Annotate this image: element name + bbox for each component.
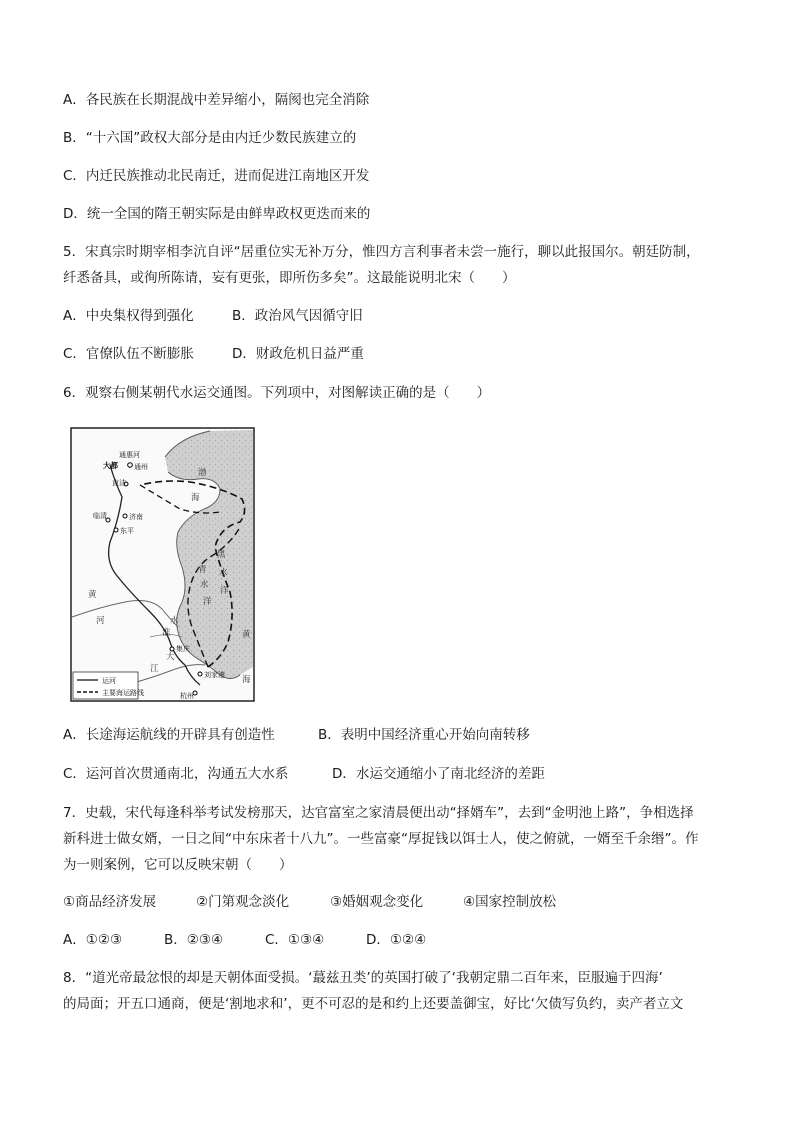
q5-stem-line1: 5．宋真宗时期宰相李沆自评“居重位实无补万分，惟四方言利事者未尝一施行，聊以此报国尔。朝廷防制， [63,244,700,260]
label-jiang: 江 [150,664,159,674]
q7-stem-line2: 新科进士做女婿，一日之间“中东床者十八九”。一些富豪“厚捉钱以饵士人，使之俯就，一婿至千余缗”。作 [63,831,699,847]
q7-stem-line1: 7．史载，宋代每逢科举考试发榜那天，达官富室之家清晨便出动“择婿车”，去到“金明池上路”，争相选择 [63,805,694,821]
q6-option-c: C．运河首次贯通南北，沟通五大水系 [63,766,289,782]
q6-option-b: B．表明中国经济重心开始向南转移 [318,727,530,743]
label-tonghui: 通惠河 [119,451,140,459]
label-hangzhou: 杭州 [180,692,194,700]
q7-item-2: ②门第观念淡化 [196,894,290,910]
label-huang1: 黄 [88,590,97,600]
q7-option-c: C．①③④ [265,932,325,948]
label-huang2: 河 [96,616,105,626]
q7-option-d: D．①②④ [366,932,427,948]
label-hei-yang: 洋 [220,586,229,596]
legend-canal-label: 运河 [102,677,116,685]
label-zhigu: 直沽 [112,479,126,487]
label-bohai-hai: 海 [191,493,200,503]
label-tongzhou: 通州 [134,463,148,471]
jinan-marker [123,514,127,518]
label-bo: 渤 [198,468,207,478]
q5-stem-line2: 纤悉备具，或徇所陈请，妄有更张，即所伤多矣”。这最能说明北宋（ ） [63,270,516,286]
canal-sea-route-map [70,427,255,702]
label-da: 大 [166,652,175,662]
q7-item-3: ③婚姻观念变化 [330,894,424,910]
q7-option-b: B．②③④ [164,932,224,948]
label-hei: 黑 [217,550,226,560]
label-qing-shui: 水 [200,580,209,590]
q5-option-c: C．官僚队伍不断膨胀 [63,346,194,362]
legend-sea-label: 主要海运路线 [102,689,144,697]
q8-stem-line1: 8．“道光帝最忿恨的却是天朝体面受损。‘蕞兹丑类’的英国打破了‘我朝定鼎二百年来，臣服遍于四海’ [63,970,663,986]
label-liujiagang: 刘家港 [204,671,225,679]
q4-option-d: D．统一全国的隋王朝实际是由鲜卑政权更迭而来的 [63,206,371,222]
liujiagang-marker [198,672,202,676]
label-qing-yang: 洋 [203,597,212,607]
dongping-marker [114,528,118,532]
q5-option-d: D．财政危机日益严重 [232,346,364,362]
q6-option-a: A．长途海运航线的开辟具有创造性 [63,727,275,743]
q7-option-a: A．①②③ [63,932,123,948]
label-dadu: 大都 [103,461,118,470]
label-huanghai-huang: 黄 [242,630,251,640]
label-hei-shui: 水 [219,568,228,578]
q5-option-b: B．政治风气因循守旧 [232,308,363,324]
label-huanghai-hai: 海 [242,675,251,685]
label-huai: 淮 [162,628,171,638]
label-jiqing: 集庆 [176,645,190,653]
jiqing-marker [170,647,174,651]
q4-option-c: C．内迁民族推动北民南迁，进而促进江南地区开发 [63,168,370,184]
q7-item-1: ①商品经济发展 [63,894,157,910]
q6-option-d: D．水运交通缩小了南北经济的差距 [332,766,545,782]
q7-item-4: ④国家控制放松 [463,894,557,910]
label-dongping: 东平 [120,527,134,535]
q7-stem-line3: 为一则案例，它可以反映宋朝（ ） [63,857,293,873]
label-qing: 青 [198,565,207,575]
dadu-marker [128,463,133,468]
q5-option-a: A．中央集权得到强化 [63,308,194,324]
label-linqing: 临清 [93,512,107,520]
q8-stem-line2: 的局面；开五口通商，便是‘割地求和’，更不可忍的是和约上还要盖御宝，好比‘欠债写负约，卖产者立文 [63,996,684,1012]
q6-stem: 6．观察右侧某朝代水运交通图。下列项中，对图解读正确的是（ ） [63,385,491,401]
q4-option-b: B．“十六国”政权大部分是由内迁少数民族建立的 [63,130,357,146]
label-huai-shui: 水 [170,616,179,626]
label-jinan: 济南 [129,513,143,521]
q4-option-a: A．各民族在长期混战中差异缩小，隔阂也完全消除 [63,92,370,108]
